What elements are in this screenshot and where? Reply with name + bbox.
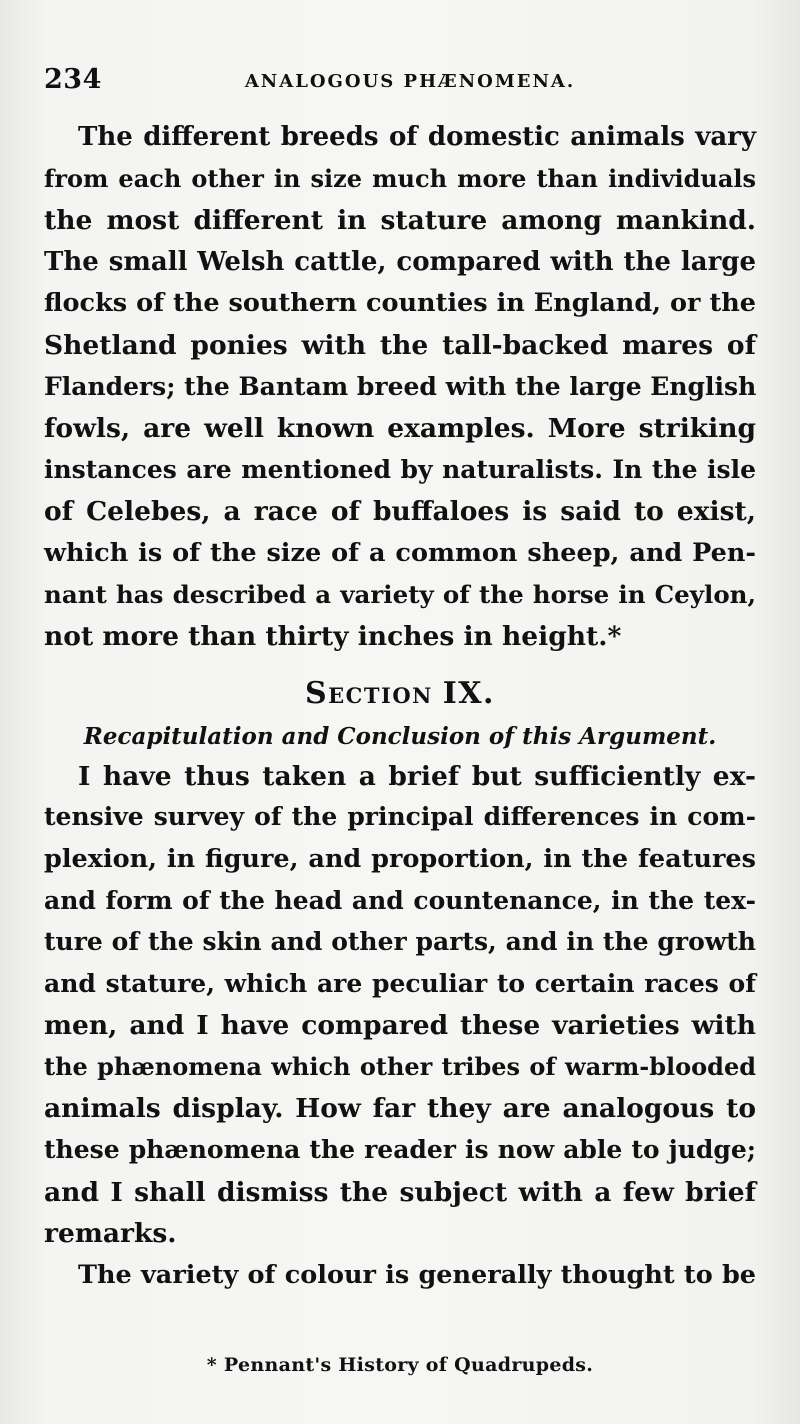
body-text bbox=[44, 122, 756, 1301]
running-head: ANALOGOUS PHÆNOMENA. bbox=[244, 71, 576, 92]
text-line: the phænomena which other tribes of warm-blooded bbox=[44, 1051, 756, 1081]
section-heading bbox=[44, 671, 756, 717]
footnote: * Pennant's History of Quadrupeds. bbox=[206, 1354, 594, 1376]
section-label: Section bbox=[305, 675, 433, 711]
text-line: not more than thirty inches in height.* bbox=[44, 621, 622, 653]
text-line: and I shall dismiss the subject with a few brief bbox=[44, 1176, 756, 1208]
text-line: remarks. bbox=[44, 1218, 177, 1250]
text-line: Flanders; the Bantam breed with the large English bbox=[44, 371, 757, 401]
text-line: The different breeds of domestic animals vary bbox=[78, 122, 756, 152]
text-line: and stature, which are peculiar to certain races of bbox=[44, 968, 756, 998]
section-number: IX. bbox=[442, 675, 495, 711]
text-line: ture of the skin and other parts, and in the growth bbox=[44, 927, 756, 957]
text-line: The small Welsh cattle, compared with the large bbox=[44, 246, 756, 277]
text-line: instances are mentioned by naturalists. In the isle bbox=[44, 454, 756, 484]
paragraph-3 bbox=[44, 1260, 756, 1302]
text-line: Shetland ponies with the tall-backed mares of bbox=[44, 329, 756, 361]
text-line: these phænomena the reader is now able to judge; bbox=[44, 1135, 756, 1165]
text-line: plexion, in figure, and proportion, in the features bbox=[44, 843, 756, 874]
page-number: 234 bbox=[44, 64, 102, 95]
text-line: men, and I have compared these varieties with bbox=[44, 1010, 756, 1042]
text-line: tensive survey of the principal differences in com- bbox=[44, 802, 756, 832]
text-line: The variety of colour is generally thought to be bbox=[78, 1259, 756, 1290]
page-header bbox=[44, 64, 756, 104]
text-line: flocks of the southern counties in England, or the bbox=[44, 288, 756, 319]
text-line: I have thus taken a brief but sufficiently ex- bbox=[78, 760, 756, 792]
text-line: of Celebes, a race of buffaloes is said to exist, bbox=[44, 496, 756, 528]
paragraph-2 bbox=[44, 761, 756, 1260]
text-line: from each other in size much more than individuals bbox=[44, 163, 756, 193]
text-line: animals display. How far they are analogous to bbox=[44, 1093, 756, 1125]
section-subtitle: Recapitulation and Conclusion of this Argument. bbox=[83, 722, 717, 750]
text-line: and form of the head and countenance, in the tex- bbox=[44, 885, 756, 915]
text-line: the most different in stature among mankind. bbox=[44, 205, 756, 237]
paragraph-1 bbox=[44, 122, 756, 663]
text-line: nant has described a variety of the horse in Ceylon, bbox=[44, 579, 756, 609]
text-line: fowls, are well known examples. More striking bbox=[44, 413, 756, 445]
text-line: which is of the size of a common sheep, and Pen- bbox=[44, 537, 756, 568]
